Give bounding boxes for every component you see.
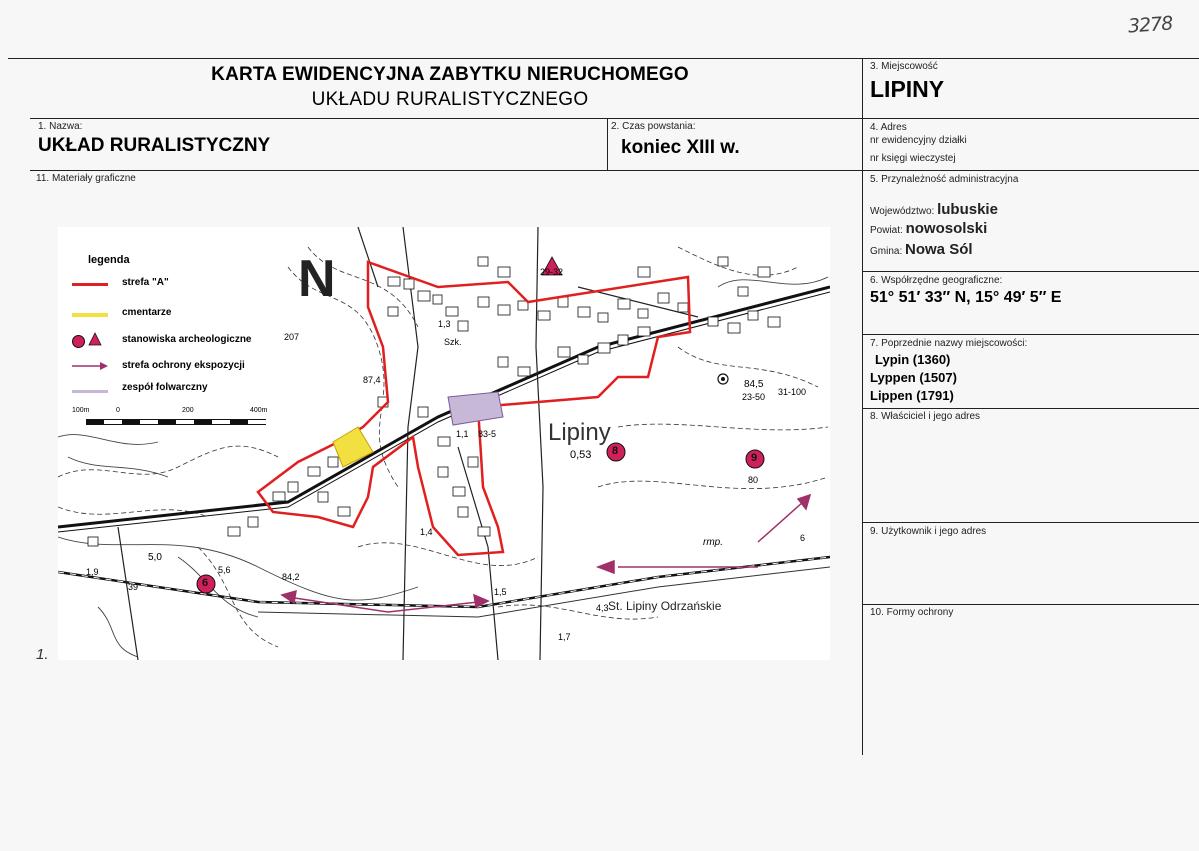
side-road [536, 227, 543, 660]
map-label: 23-50 [742, 392, 766, 402]
gmina-label: Gmina: [870, 246, 903, 257]
railway-siding [258, 567, 830, 617]
legend-label-archaeology: stanowiska archeologiczne [122, 334, 252, 345]
exposure-arrowhead [282, 591, 296, 603]
legend-swatch-archaeology-triangle [88, 332, 102, 346]
building [738, 287, 748, 296]
map-label: 39 [128, 582, 139, 592]
legend-label-exposure: strefa ochrony ekspozycji [122, 360, 245, 371]
contour-line [598, 477, 828, 489]
powiat-label: Powiat: [870, 225, 903, 236]
building [88, 537, 98, 546]
building [748, 311, 758, 320]
building [518, 301, 528, 310]
building [478, 527, 490, 536]
map-label: 84,5 [744, 379, 764, 390]
building [458, 321, 468, 331]
field-11-label: 11. Materiały graficzne [36, 173, 136, 184]
building [638, 327, 650, 336]
legend-swatch-exposure-arrow [70, 360, 110, 372]
building [438, 467, 448, 477]
building [338, 507, 350, 516]
building [518, 367, 530, 376]
legend-swatch-cemetery [72, 313, 108, 317]
building [768, 317, 780, 327]
map-label: Szk. [444, 337, 462, 347]
field-4-label: 4. Adres [870, 122, 907, 133]
site-number-9: 9 [751, 452, 758, 464]
map-label: 1,7 [558, 632, 571, 642]
field-9-label: 9. Użytkownik i jego adres [870, 526, 987, 537]
map-label: 83-5 [478, 429, 497, 439]
building [388, 307, 398, 316]
building [558, 347, 570, 357]
legend-swatch-zone-a [72, 283, 108, 286]
building [498, 305, 510, 315]
building [728, 323, 740, 333]
building [678, 303, 688, 312]
building [558, 297, 568, 307]
row-divider-right-8 [862, 522, 1199, 523]
previous-name-1: Lypin (1360) [875, 352, 951, 367]
legend-swatch-archaeology-circle [72, 335, 85, 348]
exposure-arrowhead [598, 561, 614, 573]
legend-swatch-manor [72, 390, 108, 393]
building [418, 407, 428, 417]
contour-line [58, 446, 278, 477]
exposure-arrow-line [758, 502, 806, 543]
main-vertical-divider [862, 58, 863, 755]
building [478, 257, 488, 266]
map-label: 5,0 [148, 552, 162, 563]
map-label: 5,6 [218, 565, 231, 575]
building [578, 307, 590, 317]
field-2-value: koniec XIII w. [621, 137, 740, 158]
building [308, 467, 320, 476]
building [433, 295, 442, 304]
building [658, 293, 669, 303]
map-label: 1,3 [438, 319, 451, 329]
building [598, 313, 608, 322]
previous-name-2: Lyppen (1507) [870, 370, 957, 385]
contour-line [98, 607, 138, 657]
row-divider-right-6 [862, 334, 1199, 335]
map-label: rmp. [703, 537, 723, 548]
field-divider-1-2 [607, 118, 608, 170]
building [453, 487, 465, 496]
map-label: 29-32 [540, 267, 564, 277]
row-divider-right-7 [862, 408, 1199, 409]
contour-line [358, 543, 538, 566]
row-divider-1 [30, 118, 1199, 119]
building [638, 267, 650, 277]
building [388, 277, 400, 286]
building [618, 335, 628, 345]
building [458, 507, 468, 517]
field-1-value: UKŁAD RURALISTYCZNY [38, 135, 271, 156]
building [438, 437, 450, 446]
place-name: Lipiny [548, 419, 611, 446]
field-4-line-1: nr ewidencyjny działki [870, 135, 967, 146]
powiat-row [870, 220, 987, 237]
contour-line [718, 277, 828, 287]
field-5-label: 5. Przynależność administracyjna [870, 174, 1019, 185]
map-label: 84,2 [282, 572, 300, 582]
scale-bar [86, 419, 266, 425]
wojewodztwo-value: lubuskie [937, 201, 998, 218]
manor-complex-area [448, 392, 503, 425]
building [446, 307, 458, 316]
map-label: 31-100 [778, 387, 807, 397]
map-label: 87,4 [363, 375, 381, 385]
scale-label-400m: 400m [250, 407, 268, 414]
contour-line [58, 537, 418, 600]
contour-line [678, 247, 798, 275]
building [498, 267, 510, 277]
building [478, 297, 489, 307]
north-letter: N [298, 250, 336, 308]
exposure-arrowhead [798, 495, 810, 509]
building [248, 517, 258, 527]
scale-label-200: 200 [182, 407, 194, 414]
powiat-value: nowosolski [905, 220, 988, 237]
scale-label-100m: 100m [72, 407, 90, 414]
building [578, 355, 588, 364]
row-divider-right-5 [862, 271, 1199, 272]
page-mark: 1. [36, 646, 49, 663]
contour-line [58, 435, 158, 445]
map-label: 207 [284, 332, 300, 342]
field-3-label: 3. Miejscowość [870, 61, 938, 72]
field-2-label: 2. Czas powstania: [611, 121, 696, 132]
page-subtitle: UKŁADU RURALISTYCZNEGO [311, 89, 589, 110]
wojewodztwo-label: Województwo: [870, 206, 935, 217]
map-label: 6 [800, 533, 806, 543]
map-label: 1,9 [86, 567, 99, 577]
field-1-label: 1. Nazwa: [38, 121, 83, 132]
scale-label-0: 0 [116, 407, 120, 414]
map-label: 0,53 [570, 449, 592, 461]
building [468, 457, 478, 467]
building [288, 482, 298, 492]
building [273, 492, 285, 501]
field-3-value: LIPINY [870, 76, 945, 102]
field-7-label: 7. Poprzednie nazwy miejscowości: [870, 338, 1028, 349]
legend-label-manor: zespół folwarczny [122, 382, 208, 393]
field-4-line-2: nr księgi wieczystej [870, 153, 956, 164]
building [618, 299, 630, 309]
map-label: 1,5 [494, 587, 507, 597]
map-label: 1,1 [456, 429, 469, 439]
survey-point-center [721, 377, 725, 381]
previous-name-3: Lippen (1791) [870, 388, 954, 403]
station-name: St. Lipiny Odrzańskie [608, 599, 722, 613]
building [328, 457, 338, 467]
site-number-8: 8 [612, 445, 619, 457]
field-6-value: 51° 51′ 33″ N, 15° 49′ 5″ E [870, 289, 1062, 306]
handwritten-number: 3278 [1127, 12, 1174, 38]
building [538, 311, 550, 320]
building [598, 343, 610, 353]
legend-title: legenda [88, 254, 130, 266]
building [418, 291, 430, 301]
building [404, 279, 414, 289]
field-8-label: 8. Właściciel i jego adres [870, 411, 981, 422]
gmina-row [870, 241, 973, 258]
building [638, 309, 648, 318]
building [318, 492, 328, 502]
map-label: 1,4 [420, 527, 433, 537]
building [498, 357, 508, 367]
legend-label-cemetery: cmentarze [122, 307, 172, 318]
wojewodztwo-row [870, 201, 998, 218]
contour-line [198, 547, 278, 647]
side-road [118, 527, 138, 660]
gmina-value: Nowa Sól [905, 241, 973, 258]
site-number-6: 6 [202, 577, 209, 589]
building [718, 257, 728, 266]
cemetery-area [333, 427, 373, 467]
field-10-label: 10. Formy ochrony [870, 607, 954, 618]
building [708, 317, 718, 326]
site-map [58, 227, 830, 660]
map-label: 80 [748, 475, 759, 485]
map-legend [60, 230, 280, 430]
map-label: 4,3 [596, 603, 609, 613]
legend-label-zone-a: strefa "A" [122, 277, 169, 288]
field-6-label: 6. Współrzędne geograficzne: [870, 275, 1003, 286]
row-divider-right-9 [862, 604, 1199, 605]
top-border [8, 58, 1199, 59]
row-divider-2 [30, 170, 1199, 171]
contour-line [618, 424, 828, 430]
page-title: KARTA EWIDENCYJNA ZABYTKU NIERUCHOMEGO [211, 64, 689, 85]
building [758, 267, 770, 277]
building [228, 527, 240, 536]
